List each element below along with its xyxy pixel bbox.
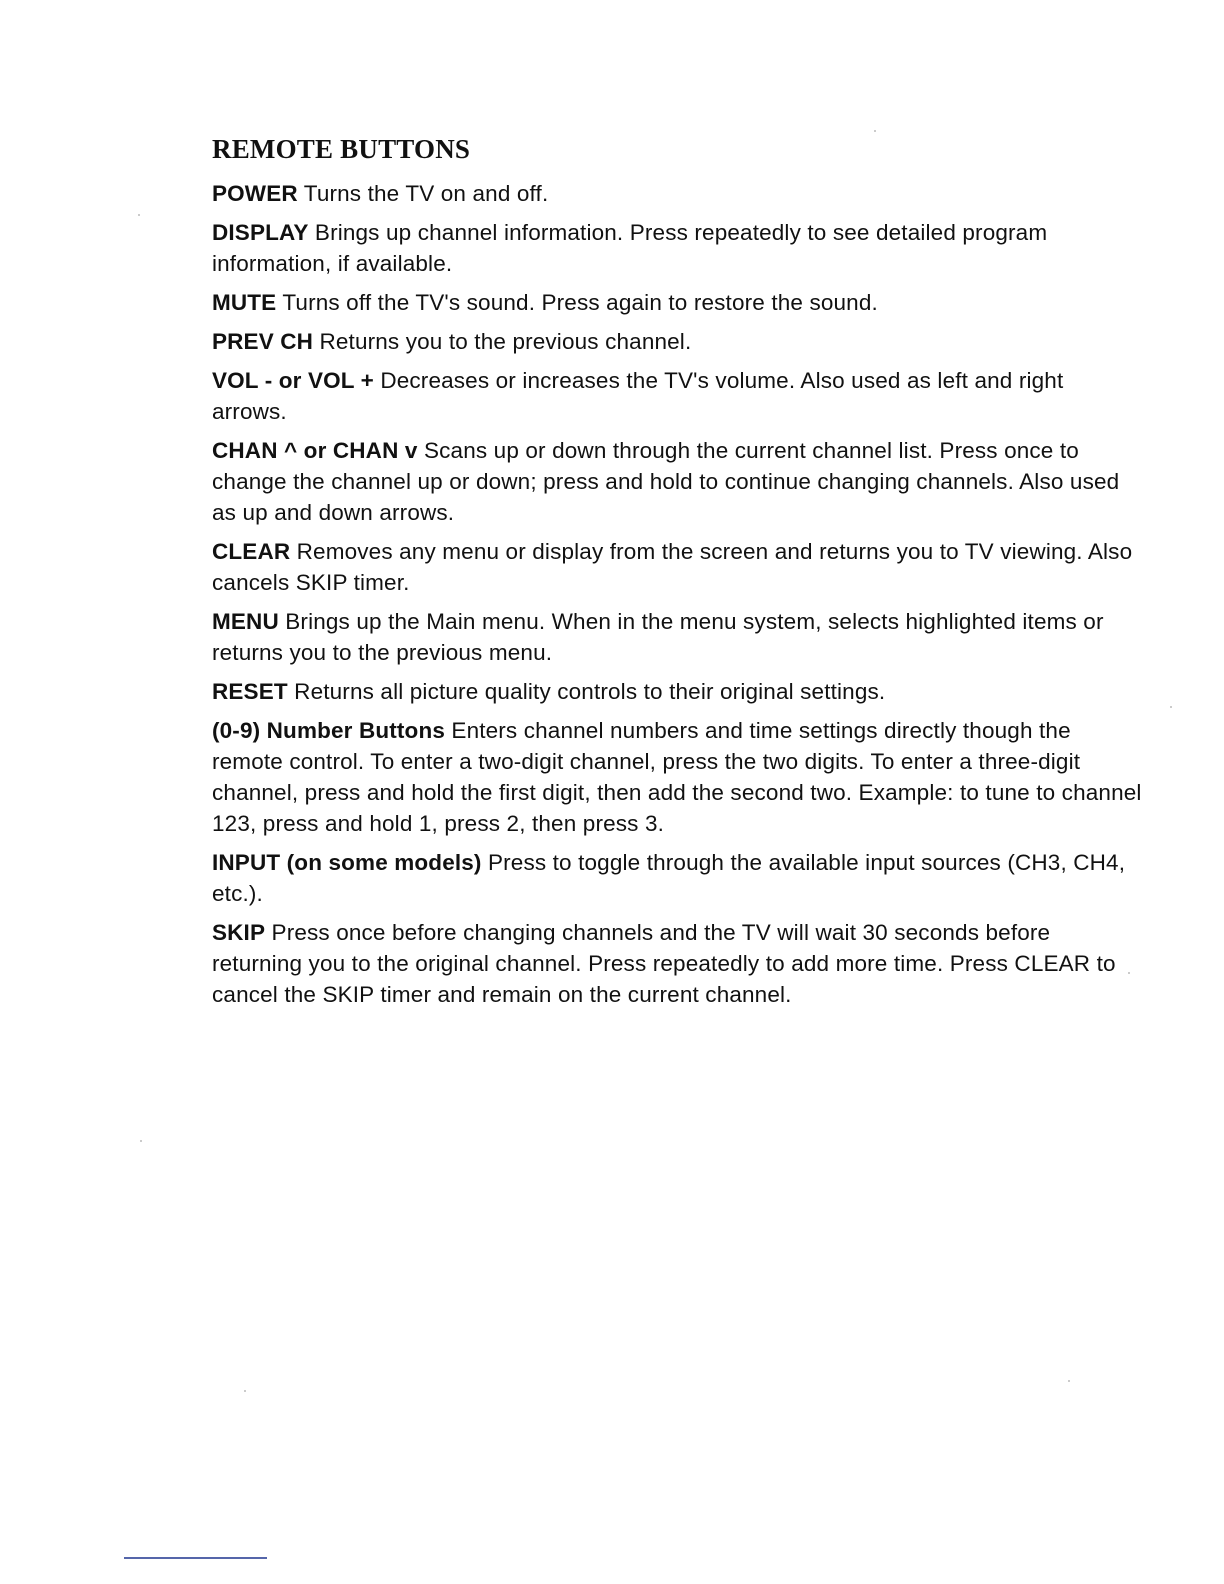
scan-speck (1170, 706, 1172, 708)
term-description: Turns off the TV's sound. Press again to restore the sound. (282, 290, 878, 315)
scan-speck (1128, 972, 1130, 974)
entry-channel (212, 435, 1142, 528)
entry-volume (212, 365, 1142, 427)
scan-speck (140, 1140, 142, 1142)
term-label: VOL - or VOL + (212, 368, 374, 393)
scan-speck (138, 214, 140, 216)
term-label: CLEAR (212, 539, 291, 564)
scan-speck (1068, 1380, 1070, 1382)
entry-menu (212, 606, 1142, 668)
scan-edge-mark (124, 1557, 267, 1559)
term-description: Brings up channel information. Press repeatedly to see detailed program information, if available. (212, 220, 1048, 276)
term-label: POWER (212, 181, 298, 206)
entry-skip (212, 917, 1142, 1010)
page-content (212, 132, 1142, 1018)
term-description: Returns all picture quality controls to their original settings. (294, 679, 886, 704)
term-label: MENU (212, 609, 279, 634)
entry-reset (212, 676, 1142, 707)
term-label: MUTE (212, 290, 277, 315)
entry-input (212, 847, 1142, 909)
entry-mute (212, 287, 1142, 318)
term-description: Enters channel numbers and time settings directly though the remote control. To enter a two-digit channel, press the two digits. To enter a three-digit channel, press and hold the first digit, then add the second two. Example: to tune to channel 123, press and hold 1, press 2, then press 3. (212, 718, 1142, 836)
term-description: Removes any menu or display from the screen and returns you to TV viewing. Also cancels SKIP timer. (212, 539, 1133, 595)
term-label: SKIP (212, 920, 266, 945)
term-description: Decreases or increases the TV's volume. Also used as left and right arrows. (212, 368, 1064, 424)
entry-clear (212, 536, 1142, 598)
term-label: CHAN ^ or CHAN v (212, 438, 418, 463)
term-description: Press to toggle through the available input sources (CH3, CH4, etc.). (212, 850, 1126, 906)
term-description: Press once before changing channels and the TV will wait 30 seconds before returning you to the original channel. Press repeatedly to add more time. Press CLEAR to cancel the SKIP timer and remain on the current channel. (212, 920, 1116, 1007)
term-description: Brings up the Main menu. When in the menu system, selects highlighted items or returns you to the previous menu. (212, 609, 1104, 665)
scan-speck (244, 1390, 246, 1392)
entry-number-buttons (212, 715, 1142, 839)
entry-display (212, 217, 1142, 279)
entry-prev-ch (212, 326, 1142, 357)
term-label: INPUT (on some models) (212, 850, 482, 875)
term-description: Returns you to the previous channel. (319, 329, 692, 354)
scan-speck (874, 130, 876, 132)
term-label: (0-9) Number Buttons (212, 718, 445, 743)
entry-power (212, 178, 1142, 209)
term-label: DISPLAY (212, 220, 309, 245)
section-title: REMOTE BUTTONS (212, 134, 471, 164)
term-label: PREV CH (212, 329, 314, 354)
term-description: Scans up or down through the current channel list. Press once to change the channel up or down; press and hold to continue changing channels. Also used as up and down arrows. (212, 438, 1120, 525)
term-description: Turns the TV on and off. (303, 181, 549, 206)
term-label: RESET (212, 679, 288, 704)
